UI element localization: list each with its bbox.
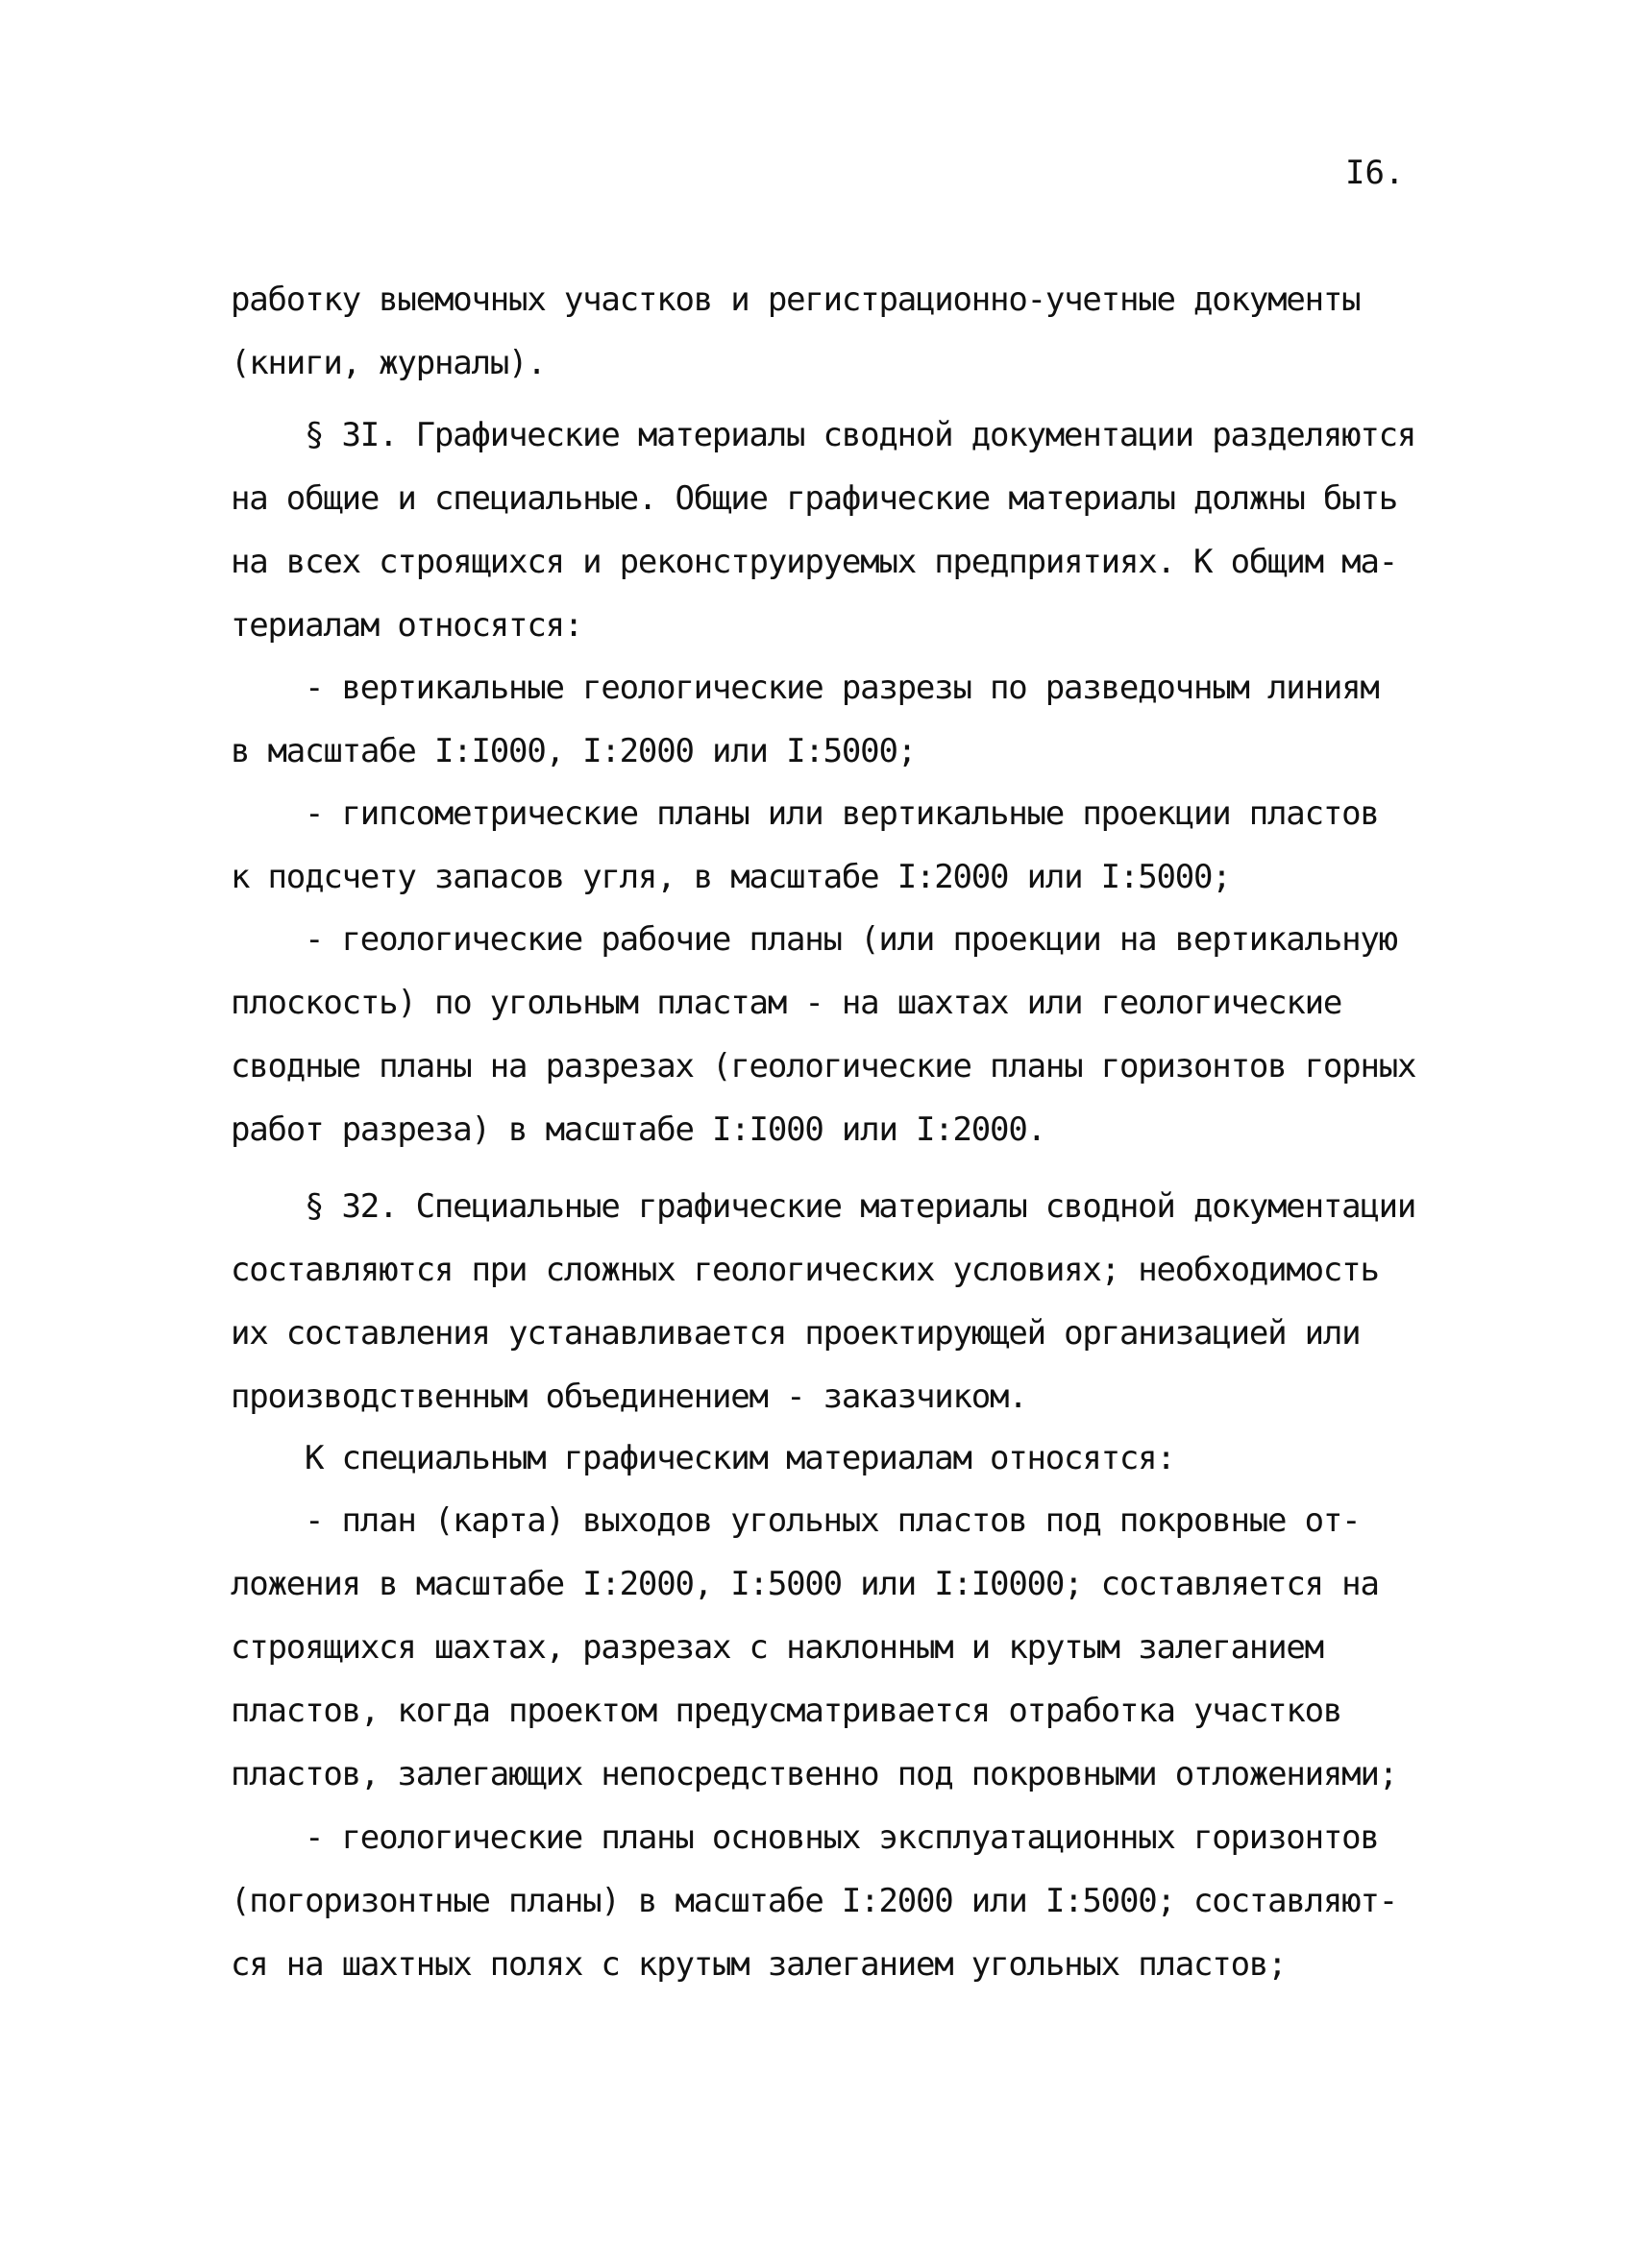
list-item-line: - вертикальные геологические разрезы по разведочным линиям xyxy=(305,669,1379,707)
text-line: (книги, журналы). xyxy=(231,344,546,382)
text-line: ся на шахтных полях с крутым залеганием угольных пластов; xyxy=(231,1945,1287,1984)
text-line: к подсчету запасов угля, в масштабе I:2000 или I:5000; xyxy=(231,858,1231,896)
text-line: на всех строящихся и реконструируемых предприятиях. К общим ма- xyxy=(231,543,1397,581)
text-line: производственным объединением - заказчиком. xyxy=(231,1378,1027,1416)
paragraph-32-heading-line: § 32. Специальные графические материалы сводной документации xyxy=(305,1187,1416,1226)
text-line: К специальным графическим материалам относятся: xyxy=(305,1439,1175,1477)
text-line: сводные планы на разрезах (геологические планы горизонтов горных xyxy=(231,1047,1416,1085)
text-line: пластов, залегающих непосредственно под покровными отложениями; xyxy=(231,1755,1397,1793)
text-line: строящихся шахтах, разрезах с наклонным и крутым залеганием xyxy=(231,1628,1323,1667)
text-line: их составления устанавливается проектирующей организацией или xyxy=(231,1314,1361,1353)
text-line: в масштабе I:I000, I:2000 или I:5000; xyxy=(231,732,916,770)
text-line: пластов, когда проектом предусматривается отработка участков xyxy=(231,1692,1342,1730)
list-item-line: - гипсометрические планы или вертикальные проекции пластов xyxy=(305,794,1379,833)
text-line: ложения в масштабе I:2000, I:5000 или I:I0000; составляется на xyxy=(231,1565,1379,1603)
text-line: на общие и специальные. Общие графические материалы должны быть xyxy=(231,479,1397,518)
text-line: плоскость) по угольным пластам - на шахтах или геологические xyxy=(231,984,1342,1022)
list-item-line: - геологические рабочие планы (или проекции на вертикальную xyxy=(305,920,1397,959)
list-item-line: - план (карта) выходов угольных пластов под покровные от- xyxy=(305,1501,1361,1540)
page-number: I6. xyxy=(1345,154,1405,192)
paragraph-31-heading-line: § 3I. Графические материалы сводной документации разделяются xyxy=(305,416,1416,454)
text-line: работку выемочных участков и регистрационно-учетные документы xyxy=(231,280,1361,319)
text-line: работ разреза) в масштабе I:I000 или I:2000. xyxy=(231,1110,1045,1149)
text-line: териалам относятся: xyxy=(231,606,583,645)
text-line: (погоризонтные планы) в масштабе I:2000 или I:5000; составляют- xyxy=(231,1882,1397,1920)
text-line: составляются при сложных геологических условиях; необходимость xyxy=(231,1251,1379,1289)
list-item-line: - геологические планы основных эксплуатационных горизонтов xyxy=(305,1818,1379,1857)
